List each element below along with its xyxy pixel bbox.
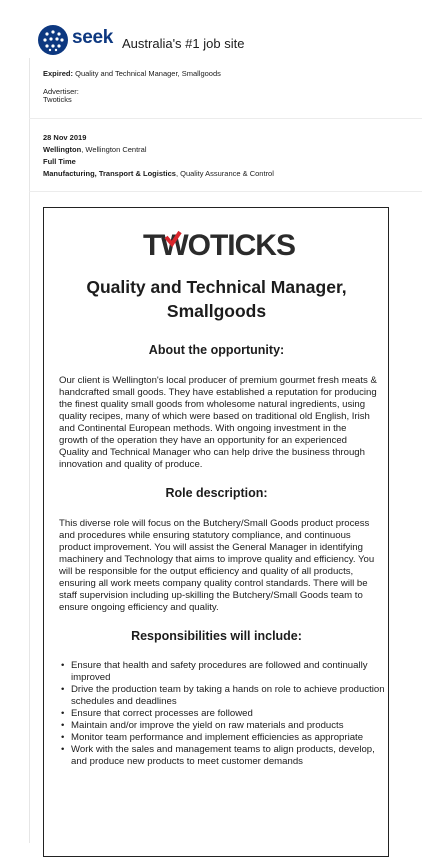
expired-job-title: Quality and Technical Manager, Smallgoods: [75, 69, 221, 78]
twoticks-brand-logo: [134, 228, 304, 260]
ad-job-title: Quality and Technical Manager, Smallgoods: [86, 277, 347, 321]
responsibilities-heading: Responsibilities will include:: [131, 629, 302, 643]
role-heading: Role description:: [165, 486, 268, 500]
about-heading: About the opportunity:: [148, 343, 285, 357]
advertiser-name: Twoticks: [43, 95, 72, 104]
section-divider: [29, 191, 422, 192]
section-divider: [29, 118, 422, 119]
list-item: • Monitor team performance and implement efficiencies as appropriate: [71, 732, 389, 744]
list-item: • Drive the production team by taking a hands on role to achieve production schedules and deadlines: [71, 684, 389, 708]
advertiser-label: Advertiser:: [43, 87, 79, 96]
about-paragraph: Our client is Wellington's local producer of premium gourmet fresh meats & handcrafted small goods. They have established a reputation for producing the finest quality small goods from wholesome natural ingredients, using quality recipes, many of which were based on traditional old English, Irish and Continental European methods. With ongoing investment in the growth of the operation they have an opportunity for an experienced Quality and Technical Manager who can help drive the business through innovation and quality of produce.: [59, 375, 377, 470]
expired-line: [43, 69, 221, 79]
page-frame-line: [29, 58, 30, 843]
list-item: • Maintain and/or improve the yield on raw materials and products: [71, 720, 389, 732]
listing-date: 28 Nov 2019: [43, 133, 87, 142]
brand-wordmark: TWOTICKS: [143, 229, 295, 260]
list-item: • Ensure that health and safety procedures are followed and continually improved: [71, 660, 389, 684]
site-tagline: Australia's #1 job site: [122, 36, 245, 51]
seek-logo-icon[interactable]: [38, 25, 68, 55]
location-city[interactable]: Wellington: [43, 145, 82, 154]
list-item: • Ensure that correct processes are followed: [71, 708, 389, 720]
category-line: [43, 169, 274, 179]
category-sub[interactable]: , Quality Assurance & Control: [175, 169, 274, 178]
list-item: • Work with the sales and management teams to align products, develop, and produce new products to meet customer demands: [71, 744, 389, 768]
seek-logo-text[interactable]: seek: [72, 27, 114, 48]
expired-label: Expired:: [43, 69, 74, 78]
location-line: [43, 145, 147, 155]
site-header: [0, 0, 422, 60]
location-area[interactable]: , Wellington Central: [81, 145, 147, 154]
responsibilities-list: [59, 660, 389, 768]
work-type: Full Time: [43, 157, 76, 166]
category-main[interactable]: Manufacturing, Transport & Logistics: [43, 169, 176, 178]
role-paragraph: This diverse role will focus on the Butchery/Small Goods product process and procedures while ensuring statutory compliance, and continuous product improvement. You will assist the General Manager in identifying machinery and Technology that aims to improve quality and efficiency. You will be responsible for the output efficiency and quality of all products, ensuring all work meets company quality control standards. There will be staff supervision including up-skilling the Butchery/Small Goods team to ensure ongoing efficiency and quality.: [59, 518, 375, 613]
